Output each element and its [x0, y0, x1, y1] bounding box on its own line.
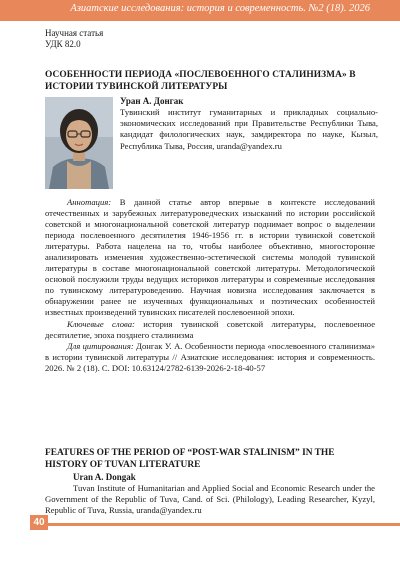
citation-paragraph [45, 341, 375, 374]
citation-text: Донгак У. А. Особенности периода «послевоенного сталинизма» в истории тувинской литературы // Азиатские исследования: история и современность. 2026. № 2 (18). С. DOI: 10.63124/2782-6139-2026-2-18-40-57 [45, 340, 375, 373]
author-affiliation: Тувинский институт гуманитарных и прикладных социально-экономических исследований при Правительстве Республики Тыва, кандидат филологических наук, замдиректора по науке, Кызыл, Республика Тыва, Россия, uranda@yandex.ru [120, 107, 378, 151]
author-name-en: Uran A. Dongak [73, 472, 136, 482]
keywords-text: история тувинской советской литературы, послевоенное десятилетие, эпоха позднего сталинизма [45, 318, 376, 340]
abstract-label: Аннотация: [67, 197, 112, 207]
udk-code: УДК 82.0 [45, 39, 81, 49]
citation-label: Для цитирования: [67, 340, 134, 351]
author-affiliation-en: Tuvan Institute of Humanitarian and Applied Social and Economic Research under the Government of the Republic of Tuva, Cand. of Sci. (Philology), Leading Researcher, Kyzyl, Republic of Tuva, Russia, uranda@yandex.ru [45, 483, 375, 516]
author-portrait-image [45, 97, 113, 189]
journal-header-bar [0, 0, 400, 21]
page-number: 40 [30, 515, 48, 530]
author-info [120, 96, 378, 152]
abstract-text: В данной статье автор впервые в контексте исследований отечественных и зарубежных литературоведческих изысканий по истории российской советской и многонациональной советской литератур поднимает вопрос о выделении периода послевоенного десятилетия 1946-1956 гг. в истории тувинской советской литературы. Работа нацелена на то, чтобы наиболее объективно, многосторонне анализировать изменения художественно-эстетической системы молодой тувинской литературы в составе многонациональной советской литературы. Методологической основой послужили труды ведущих историков литературы и современные исследования по тувинскому литературоведению. Научная новизна исследования заключается в обнаружении ранее не изученных функциональных и поэтических особенностей известных произведений тувинских писателей послевоенной эпохи. [45, 197, 375, 318]
article-title-ru: ОСОБЕННОСТИ ПЕРИОДА «ПОСЛЕВОЕННОГО СТАЛИНИЗМА» В ИСТОРИИ ТУВИНСКОЙ ЛИТЕРАТУРЫ [45, 70, 356, 92]
keywords-label: Ключевые слова: [67, 318, 135, 329]
journal-title: Азиатские исследования: история и современность. №2 (18). 2026 [70, 3, 370, 14]
abstract-paragraph [45, 197, 375, 319]
article-title-en: FEATURES OF THE PERIOD OF “POST-WAR STALINISM” IN THE HISTORY OF TUVAN LITERATURE [45, 448, 335, 470]
footer-divider [36, 523, 400, 526]
article-type: Научная статья [45, 28, 104, 38]
english-section [45, 448, 375, 517]
abstract-section [45, 197, 375, 374]
author-name: Уран А. Донгак [120, 96, 184, 106]
article-meta [45, 28, 375, 50]
author-photo [45, 97, 113, 189]
keywords-paragraph [45, 319, 375, 341]
